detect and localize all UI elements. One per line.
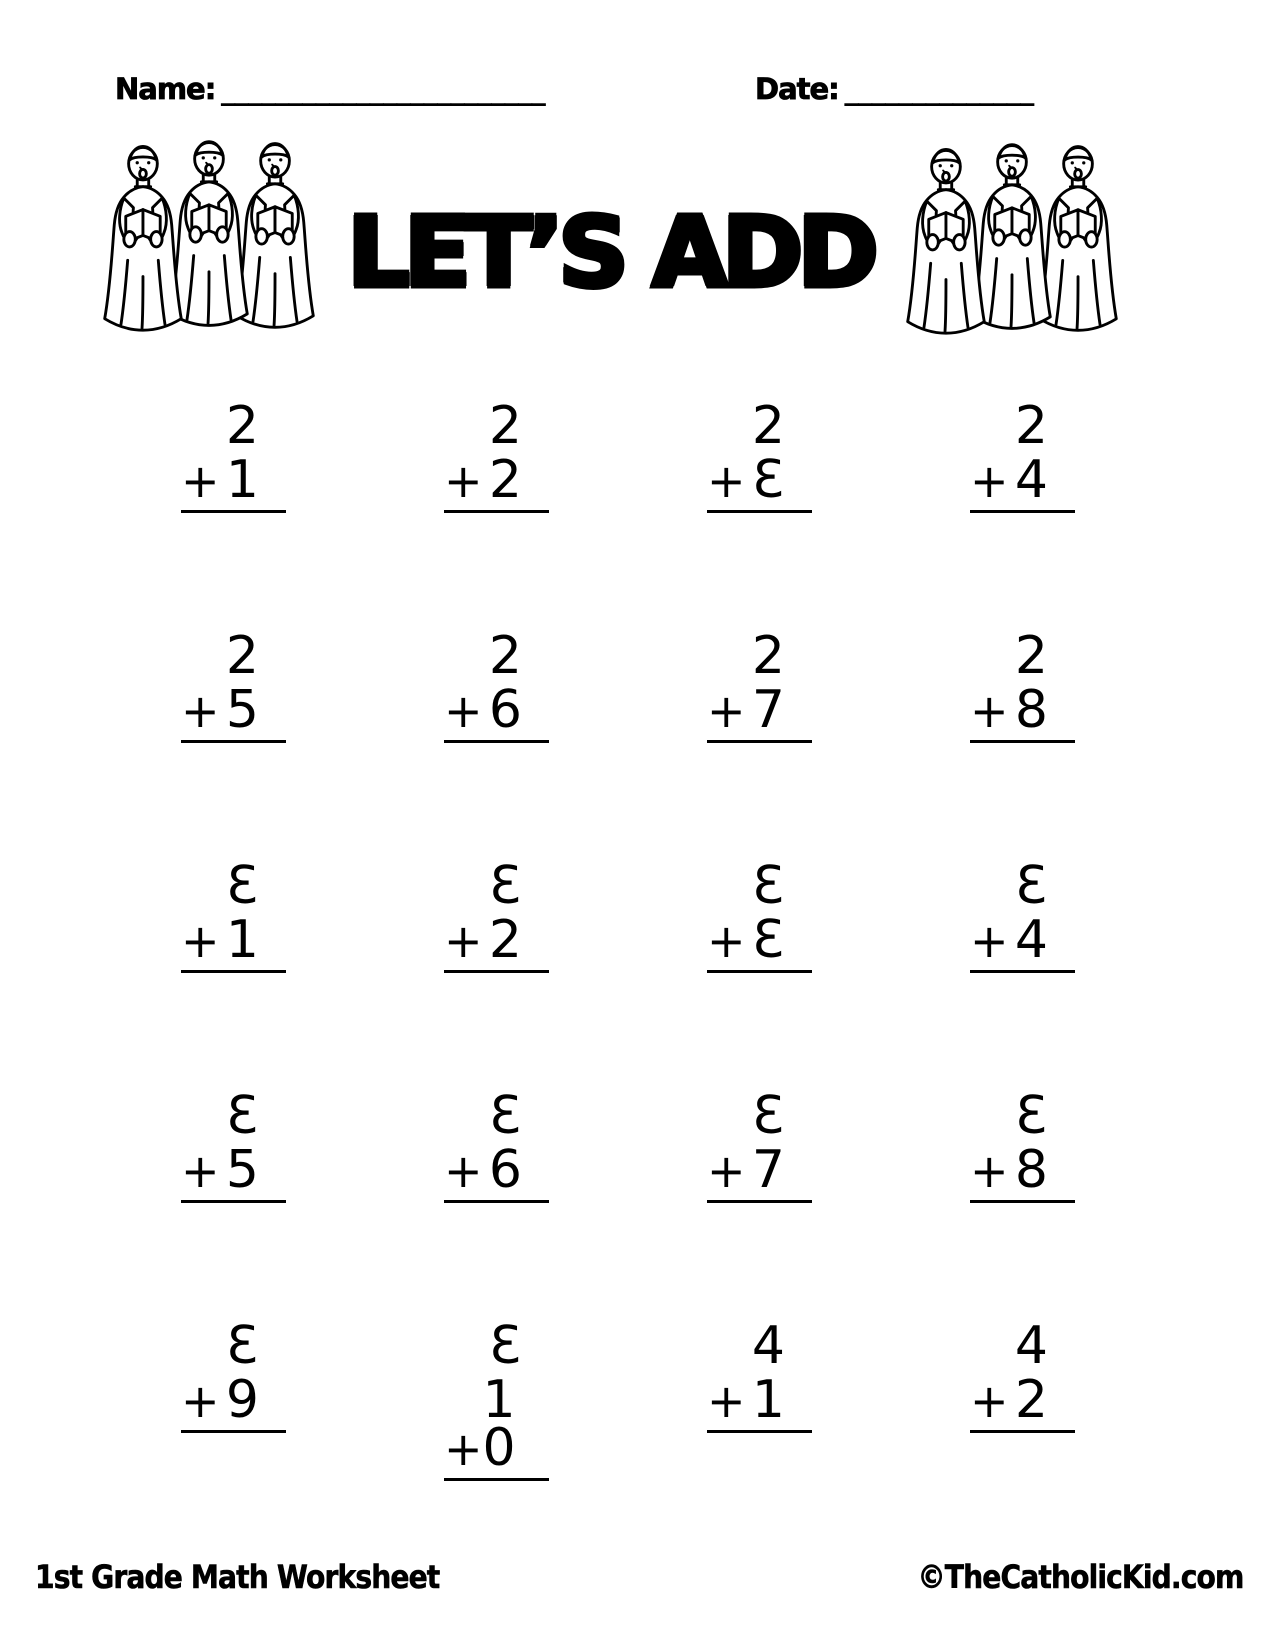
answer-line [444,510,549,513]
top-addend: 3 [488,856,522,916]
addition-problem [444,626,549,856]
bottom-operand-row [707,450,812,510]
bottom-operand-row [970,680,1075,740]
top-addend: 3 [488,1086,522,1146]
bottom-operand-row [181,910,286,970]
name-blank-line: ________________________ [220,72,545,106]
bottom-addend: 2 [488,910,522,970]
plus-sign: + [181,914,220,968]
top-addend: 2 [1014,396,1048,456]
addition-problem [707,856,812,1086]
answer-line [181,1430,286,1433]
addition-problem [181,856,286,1086]
plus-sign: + [444,454,483,508]
top-addend: 3 [225,856,259,916]
plus-sign: + [970,454,1009,508]
top-addend: 2 [225,396,259,456]
addition-problem [707,626,812,856]
answer-line [444,1478,549,1481]
date-field [755,72,1033,106]
plus-sign: + [970,684,1009,738]
plus-sign: + [181,684,220,738]
top-addend: 3 [751,1086,785,1146]
plus-sign: + [970,1374,1009,1428]
addition-problem [970,396,1075,626]
top-addend: 2 [751,396,785,456]
answer-line [181,510,286,513]
bottom-addend: 10 [482,1370,516,1478]
choir-singers-icon [901,136,1123,338]
addition-problem [970,626,1075,856]
addition-problem [181,1086,286,1316]
addition-problems-grid [181,396,1233,1546]
bottom-operand-row [444,680,549,740]
plus-sign: + [970,1144,1009,1198]
bottom-addend: 1 [225,910,259,970]
plus-sign: + [181,454,220,508]
bottom-operand-row [444,910,549,970]
top-addend: 3 [751,856,785,916]
answer-line [707,510,812,513]
addition-problem [707,1316,812,1546]
answer-line [707,740,812,743]
bottom-operand-row [444,1140,549,1200]
addition-problem [181,1316,286,1546]
answer-line [970,970,1075,973]
top-addend: 3 [225,1316,259,1376]
plus-sign: + [181,1374,220,1428]
answer-line [707,1430,812,1433]
top-addend: 3 [488,1316,522,1376]
bottom-operand-row [181,1140,286,1200]
footer [35,1558,1243,1596]
page-title: LET’S ADD [347,196,874,309]
plus-sign: + [444,1422,483,1476]
addition-problem [444,396,549,626]
plus-sign: + [707,1144,746,1198]
bottom-operand-row [970,910,1075,970]
bottom-operand-row [707,1370,812,1430]
top-addend: 4 [1014,1316,1048,1376]
date-blank-line: ______________ [844,72,1034,106]
footer-worksheet-type: 1st Grade Math Worksheet [35,1558,440,1596]
bottom-addend: 3 [751,450,785,510]
bottom-operand-row [707,680,812,740]
addition-problem [707,396,812,626]
bottom-operand-row [970,1370,1075,1430]
answer-line [970,1200,1075,1203]
bottom-addend: 7 [751,680,785,740]
bottom-operand-row [444,1370,549,1478]
addition-problem [444,1316,549,1546]
bottom-addend: 5 [225,680,259,740]
bottom-operand-row [707,1140,812,1200]
bottom-addend: 1 [751,1370,785,1430]
top-addend: 3 [1014,856,1048,916]
top-addend: 3 [1014,1086,1048,1146]
bottom-addend: 6 [488,680,522,740]
plus-sign: + [444,1144,483,1198]
top-addend: 4 [751,1316,785,1376]
bottom-operand-row [181,1370,286,1430]
answer-line [707,970,812,973]
bottom-operand-row [181,450,286,510]
bottom-operand-row [970,450,1075,510]
addition-problem [181,626,286,856]
addition-problem [707,1086,812,1316]
bottom-operand-row [707,910,812,970]
addition-problem [970,1316,1075,1546]
addition-problem [970,1086,1075,1316]
answer-line [444,970,549,973]
name-field [115,72,545,106]
plus-sign: + [707,454,746,508]
bottom-addend: 8 [1014,680,1048,740]
bottom-addend: 2 [1014,1370,1048,1430]
bottom-addend: 1 [225,450,259,510]
bottom-operand-row [970,1140,1075,1200]
date-label: Date: [755,72,839,106]
top-addend: 2 [225,626,259,686]
top-addend: 2 [488,396,522,456]
addition-problem [181,396,286,626]
plus-sign: + [707,1374,746,1428]
footer-copyright: ©TheCatholicKid.com [916,1558,1243,1596]
answer-line [444,740,549,743]
answer-line [970,510,1075,513]
bottom-addend: 5 [225,1140,259,1200]
top-addend: 2 [488,626,522,686]
answer-line [970,740,1075,743]
bottom-operand-row [181,680,286,740]
bottom-addend: 9 [225,1370,259,1430]
answer-line [970,1430,1075,1433]
plus-sign: + [970,914,1009,968]
bottom-addend: 4 [1014,450,1048,510]
bottom-addend: 3 [751,910,785,970]
bottom-addend: 4 [1014,910,1048,970]
name-label: Name: [115,72,216,106]
answer-line [707,1200,812,1203]
answer-line [181,740,286,743]
bottom-addend: 8 [1014,1140,1048,1200]
top-addend: 2 [1014,626,1048,686]
top-addend: 2 [751,626,785,686]
plus-sign: + [444,914,483,968]
top-addend: 3 [225,1086,259,1146]
bottom-addend: 2 [488,450,522,510]
bottom-addend: 7 [751,1140,785,1200]
plus-sign: + [707,914,746,968]
plus-sign: + [181,1144,220,1198]
answer-line [444,1200,549,1203]
answer-line [181,970,286,973]
addition-problem [444,856,549,1086]
bottom-operand-row [444,450,549,510]
bottom-addend: 6 [488,1140,522,1200]
addition-problem [444,1086,549,1316]
addition-problem [970,856,1075,1086]
plus-sign: + [707,684,746,738]
answer-line [181,1200,286,1203]
plus-sign: + [444,684,483,738]
